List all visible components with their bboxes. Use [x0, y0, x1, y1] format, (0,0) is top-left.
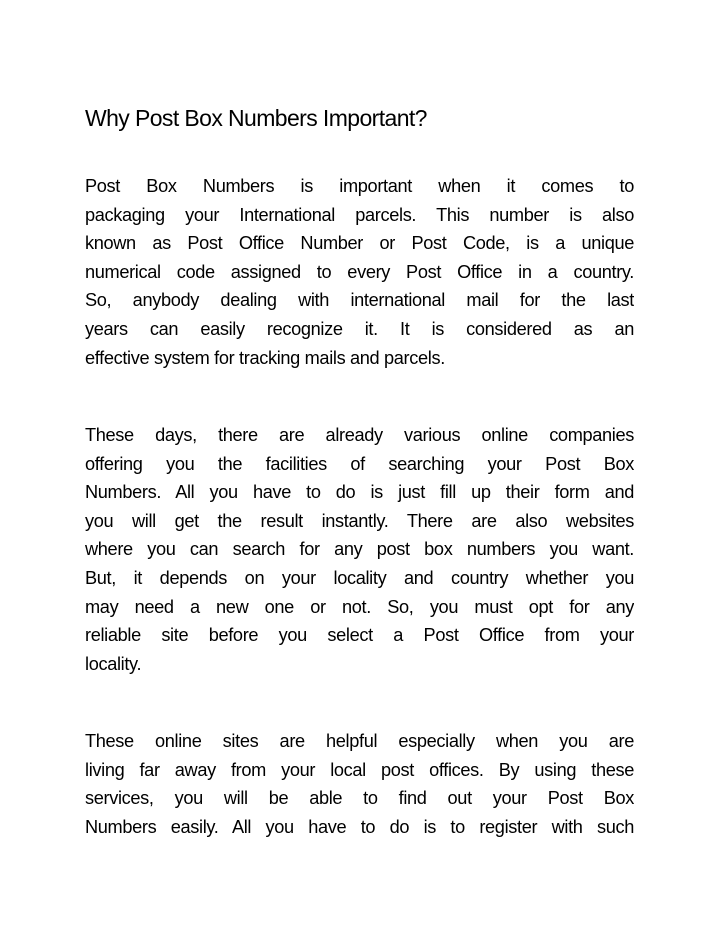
text-line: where you can search for any post box numbers you want.	[85, 539, 634, 560]
text-line: These online sites are helpful especially when you are	[85, 731, 634, 751]
text-line: services, you will be able to find out your Post Box	[85, 788, 634, 809]
text-line: But, it depends on your locality and country whether you	[85, 567, 634, 588]
text-line: may need a new one or not. So, you must opt for any	[85, 596, 634, 617]
text-line: offering you the facilities of searching your Post Box	[85, 453, 634, 474]
text-line: reliable site before you select a Post Office from your	[85, 625, 634, 646]
text-line: These days, there are already various online companies	[85, 425, 634, 445]
text-line: effective system for tracking mails and parcels.	[85, 347, 445, 368]
text-line: living far away from your local post offices. By using these	[85, 759, 634, 780]
text-line: locality.	[85, 653, 142, 674]
text-line: Post Box Numbers is important when it comes to	[85, 176, 634, 196]
paragraph-2	[85, 421, 634, 678]
text-line: packaging your International parcels. This number is also	[85, 204, 634, 225]
text-line: Numbers. All you have to do is just fill up their form and	[85, 482, 634, 503]
text-line: years can easily recognize it. It is considered as an	[85, 318, 634, 339]
paragraph-3	[85, 727, 634, 841]
text-line: So, anybody dealing with international mail for the last	[85, 290, 634, 311]
text-line: you will get the result instantly. There are also websites	[85, 510, 634, 531]
document-title: Why Post Box Numbers Important?	[85, 105, 427, 131]
paragraph-1	[85, 172, 634, 372]
text-line: numerical code assigned to every Post Office in a country.	[85, 261, 634, 282]
text-line: Numbers easily. All you have to do is to register with such	[85, 816, 634, 837]
text-line: known as Post Office Number or Post Code, is a unique	[85, 233, 634, 254]
